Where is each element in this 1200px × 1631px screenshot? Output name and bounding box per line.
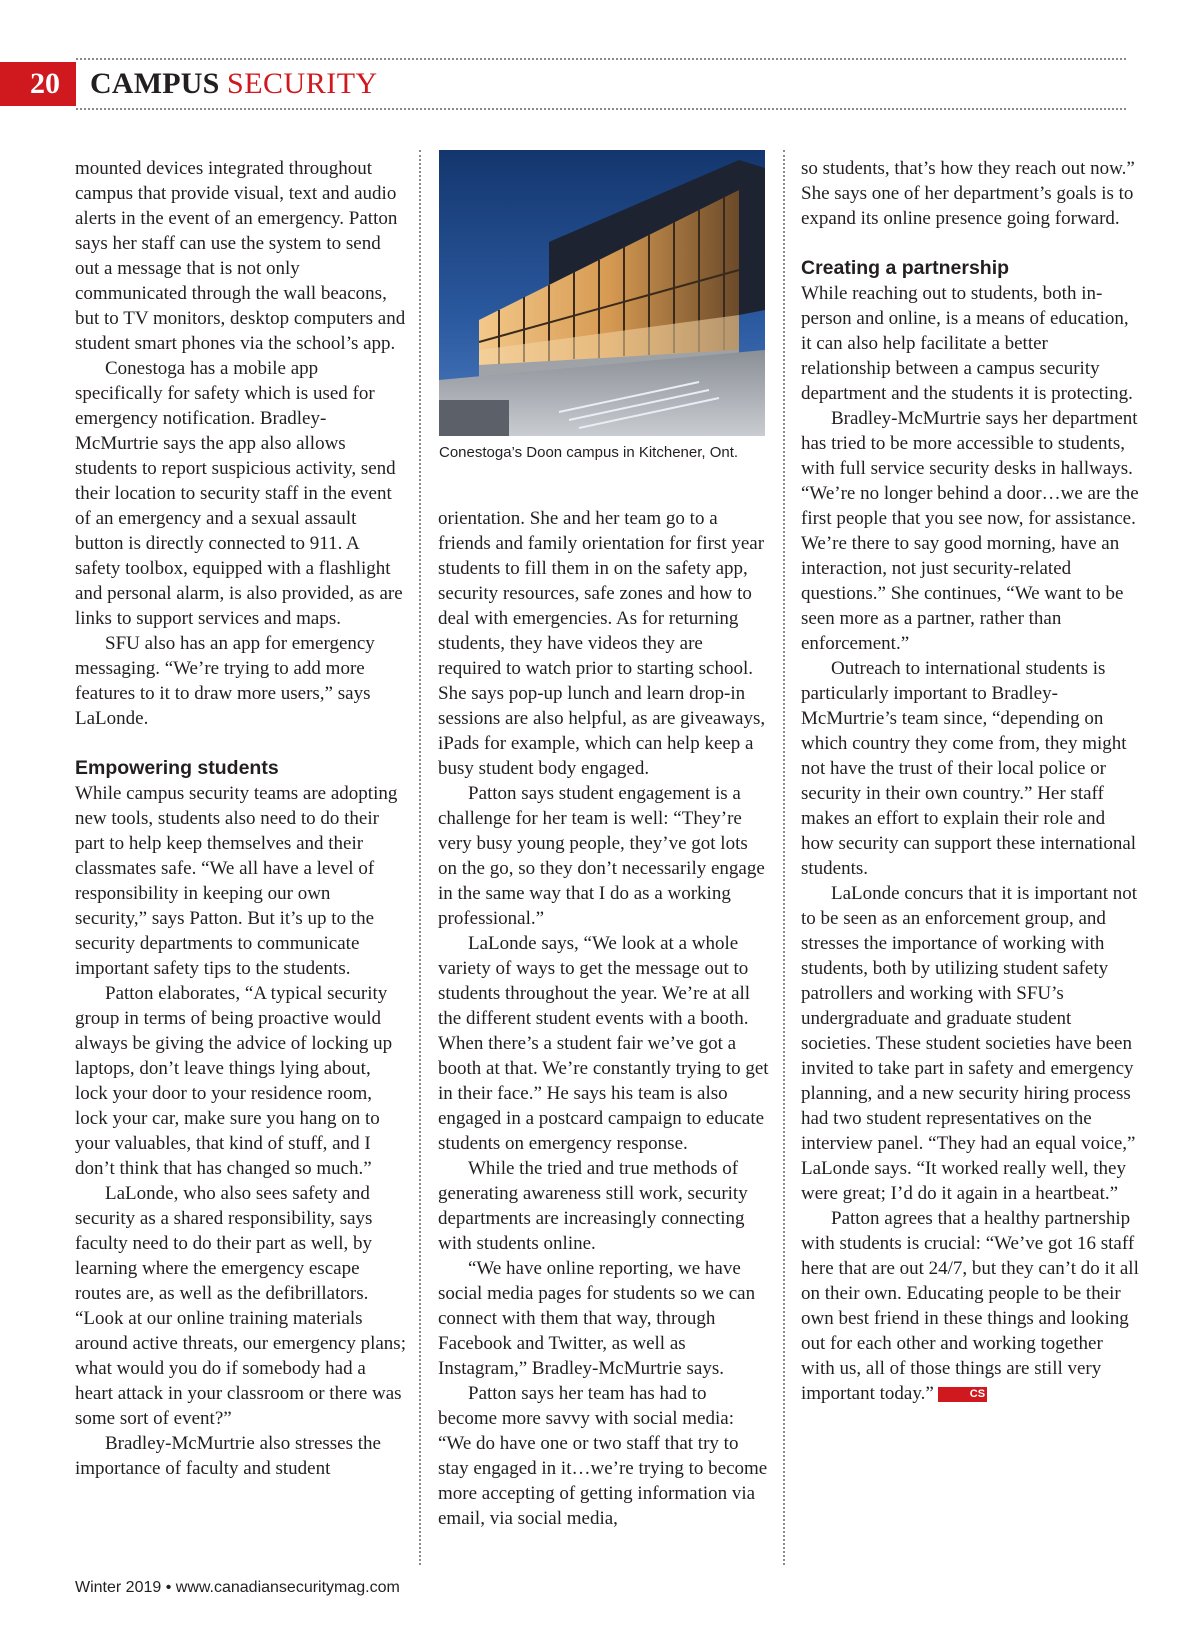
body-paragraph: Outreach to international students is particularly important to Bradley-McMurtrie’s team since, “depending on which country they come from, they might not have the trust of their local police or security in their own country.” Her staff makes an effort to explain their role and how security can support these international students.: [801, 658, 1137, 879]
body-paragraph: Patton says her team has had to become more savvy with social media: “We do have one or two staff that try to stay engaged in it…we’re trying to become more accepting of getting information via email, via social media,: [438, 1383, 768, 1529]
subheading-creating-a-partnership: Creating a partnership: [801, 257, 1010, 279]
body-paragraph: While reaching out to students, both in-person and online, is a means of education, it can also help facilitate a better relationship between a campus security department and the students it is protecting.: [801, 283, 1133, 404]
column-divider: [419, 150, 421, 1565]
campus-building-photo: [439, 150, 765, 436]
section-title: [90, 64, 378, 104]
body-paragraph: Patton elaborates, “A typical security group in terms of being proactive would always be giving the advice of locking up laptops, don’t leave things lying about, lock your door to your residence room, lock your car, make sure you hang on to your valuables, that kind of stuff, and I don’t think that has changed so much.”: [75, 983, 393, 1179]
header-top-rule: [76, 58, 1126, 60]
subheading-empowering-students: Empowering students: [75, 757, 279, 779]
body-paragraph: Bradley-McMurtrie says her department has tried to be more accessible to students, with full service security desks in hallways. “We’re no longer behind a door…we are the first people that you see now, for assistance. We’re there to say good morning, have an interaction, not just security-related questions.” She continues, “We want to be seen more as a partner, rather than enforcement.”: [801, 408, 1139, 654]
body-paragraph: orientation. She and her team go to a friends and family orientation for first year students to fill them in on the safety app, security resources, safe zones and how to deal with emergencies. As for returning students, they have videos they are required to watch prior to starting school. She says pop-up lunch and learn drop-in sessions are also helpful, as are giveaways, iPads for example, which can help keep a busy student body engaged.: [438, 508, 766, 779]
body-paragraph: LaLonde says, “We look at a whole variety of ways to get the message out to students throughout the year. We’re at all the different student events with a booth. When there’s a student fair we’ve got a booth at that. We’re constantly trying to get in their face.” He says his team is also engaged in a postcard campaign to educate students on emergency response.: [438, 933, 769, 1154]
end-of-article-mark: CS: [938, 1387, 987, 1402]
section-title-word2: SECURITY: [227, 67, 378, 100]
page-number: 20: [30, 67, 60, 100]
body-paragraph: While the tried and true methods of generating awareness still work, security departments are increasingly connecting with students online.: [438, 1158, 748, 1254]
article-column-1: [75, 156, 407, 1481]
body-paragraph: LaLonde concurs that it is important not to be seen as an enforcement group, and stresses the importance of working with students, both by utilizing student safety patrollers and working with SFU’s undergraduate and graduate student societies. These student societies have been invited to take part in safety and emergency planning, and a new security hiring process had two student representatives on the interview panel. “They had an equal voice,” LaLonde says. “It worked really well, they were great; I’d do it again in a heartbeat.”: [801, 883, 1138, 1204]
body-paragraph: so students, that’s how they reach out now.” She says one of her department’s goals is to expand its online presence going forward.: [801, 158, 1135, 229]
body-paragraph: mounted devices integrated throughout campus that provide visual, text and audio alerts in the event of an emergency. Patton says her staff can use the system to send out a message that is not only communicated through the wall beacons, but to TV monitors, desktop computers and student smart phones via the school’s app.: [75, 158, 406, 354]
body-paragraph: LaLonde, who also sees safety and security as a shared responsibility, says faculty need to do their part as well, by learning where the emergency escape routes are, as well as the defibrillators. “Look at our online training materials around active threats, our emergency plans; what would you do if somebody had a heart attack in your classroom or there was some sort of event?”: [75, 1183, 406, 1429]
page-footer: Winter 2019 • www.canadiansecuritymag.com: [75, 1579, 400, 1596]
body-paragraph: Conestoga has a mobile app specifically for safety which is used for emergency notification. Bradley-McMurtrie says the app also allows students to report suspicious activity, send their location to security staff in the event of an emergency and a sexual assault button is directly connected to 911. A safety toolbox, equipped with a flashlight and personal alarm, is also provided, as are links to support services and maps.: [75, 358, 403, 629]
body-paragraph: Patton says student engagement is a challenge for her team is well: “They’re very busy young people, they’ve got lots on the go, so they don’t necessarily engage in the same way that I do as a working professional.”: [438, 783, 765, 929]
body-paragraph: While campus security teams are adopting new tools, students also need to do their part to help keep themselves and their classmates safe. “We all have a level of responsibility in keeping our own security,” says Patton. But it’s up to the security departments to communicate important safety tips to the students.: [75, 783, 398, 979]
body-paragraph: “We have online reporting, we have social media pages for students so we can connect with them that way, through Facebook and Twitter, as well as Instagram,” Bradley-McMurtrie says.: [438, 1258, 756, 1379]
column-divider: [783, 150, 785, 1565]
body-paragraph: Bradley-McMurtrie also stresses the importance of faculty and student: [75, 1433, 381, 1479]
article-column-3: [801, 156, 1141, 1406]
header-bottom-rule: [76, 108, 1126, 110]
body-paragraph: [801, 1206, 1141, 1406]
article-column-2: [438, 506, 770, 1531]
photo-caption: Conestoga’s Doon campus in Kitchener, Ont.: [439, 444, 739, 461]
final-paragraph-text: Patton agrees that a healthy partnership with students is crucial: “We’ve got 16 staff here that are out 24/7, but they can’t do it all on their own. Educating people to be their own best friend in these things and looking out for each other and working together with us, all of those things are still very important today.”: [801, 1208, 1139, 1404]
body-paragraph: SFU also has an app for emergency messaging. “We’re trying to add more features to it to draw more users,” says LaLonde.: [75, 633, 375, 729]
section-title-word1: CAMPUS: [90, 67, 220, 100]
